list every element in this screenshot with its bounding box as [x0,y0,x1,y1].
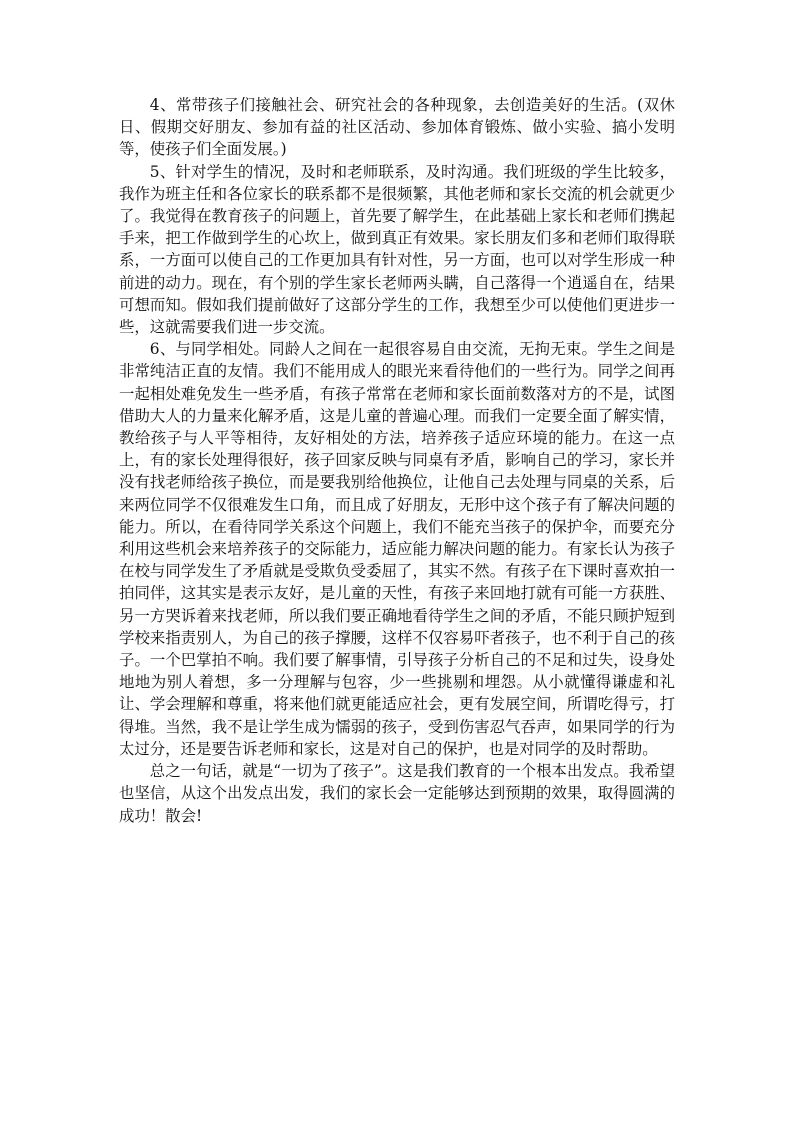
paragraph-item-5: 5、针对学生的情况，及时和老师联系，及时沟通。我们班级的学生比较多，我作为班主任和各位家长的联系都不是很频繁，其他老师和家长交流的机会就更少了。我觉得在教育孩子的问题上，首先要了解学生，在此基础上家长和老师们携起手来，把工作做到学生的心坎上，做到真正有效果。家长朋友们多和老师们取得联系，一方面可以使自己的工作更加具有针对性，另一方面，也可以对学生形成一种前进的动力。现在，有个别的学生家长老师两头瞒，自己落得一个逍遥自在，结果可想而知。假如我们提前做好了这部分学生的工作，我想至少可以使他们更进步一些，这就需要我们进一步交流。 [119,162,675,337]
document-body [119,94,675,827]
paragraph-conclusion: 总之一句话，就是“一切为了孩子”。这是我们教育的一个根本出发点。我希望也坚信，从这个出发点出发，我们的家长会一定能够达到预期的效果，取得圆满的成功！散会! [119,762,675,825]
paragraph-item-6: 6、与同学相处。同龄人之间在一起很容易自由交流，无拘无束。学生之间是非常纯洁正直的友情。我们不能用成人的眼光来看待他们的一些行为。同学之间再一起相处难免发生一些矛盾，有孩子常常在老师和家长面前数落对方的不是，试图借助大人的力量来化解矛盾，这是儿童的普遍心理。而我们一定要全面了解实情，教给孩子与人平等相待，友好相处的方法，培养孩子适应环境的能力。在这一点上，有的家长处理得很好，孩子回家反映与同桌有矛盾，影响自己的学习，家长并没有找老师给孩子换位，而是要我别给他换位，让他自己去处理与同桌的关系，后来两位同学不仅很难发生口角，而且成了好朋友，无形中这个孩子有了解决问题的能力。所以，在看待同学关系这个问题上，我们不能充当孩子的保护伞，而要充分利用这些机会来培养孩子的交际能力，适应能力解决问题的能力。有家长认为孩子在校与同学发生了矛盾就是受欺负受委屈了，其实不然。有孩子在下课时喜欢拍一拍同伴，这其实是表示友好，是儿童的天性，有孩子来回地打就有可能一方获胜、另一方哭诉着来找老师，所以我们要正确地看待学生之间的矛盾，不能只顾护短到学校来指责别人，为自己的孩子撑腰，这样不仅容易吓者孩子，也不利于自己的孩子。一个巴掌拍不响。我们要了解事情，引导孩子分析自己的不足和过失，设身处地地为别人着想，多一分理解与包容，少一些挑剔和埋怨。从小就懂得谦虚和礼让、学会理解和尊重，将来他们就更能适应社会，更有发展空间，所谓吃得亏，打得堆。当然，我不是让学生成为懦弱的孩子，受到伤害忍气吞声，如果同学的行为太过分，还是要告诉老师和家长，这是对自己的保护，也是对同学的及时帮助。 [119,340,675,758]
paragraph-item-4: 4、常带孩子们接触社会、研究社会的各种现象，去创造美好的生活。(双休日、假期交好朋友、参加有益的社区活动、参加体育锻炼、做小实验、搞小发明等，使孩子们全面发展。) [119,96,675,159]
